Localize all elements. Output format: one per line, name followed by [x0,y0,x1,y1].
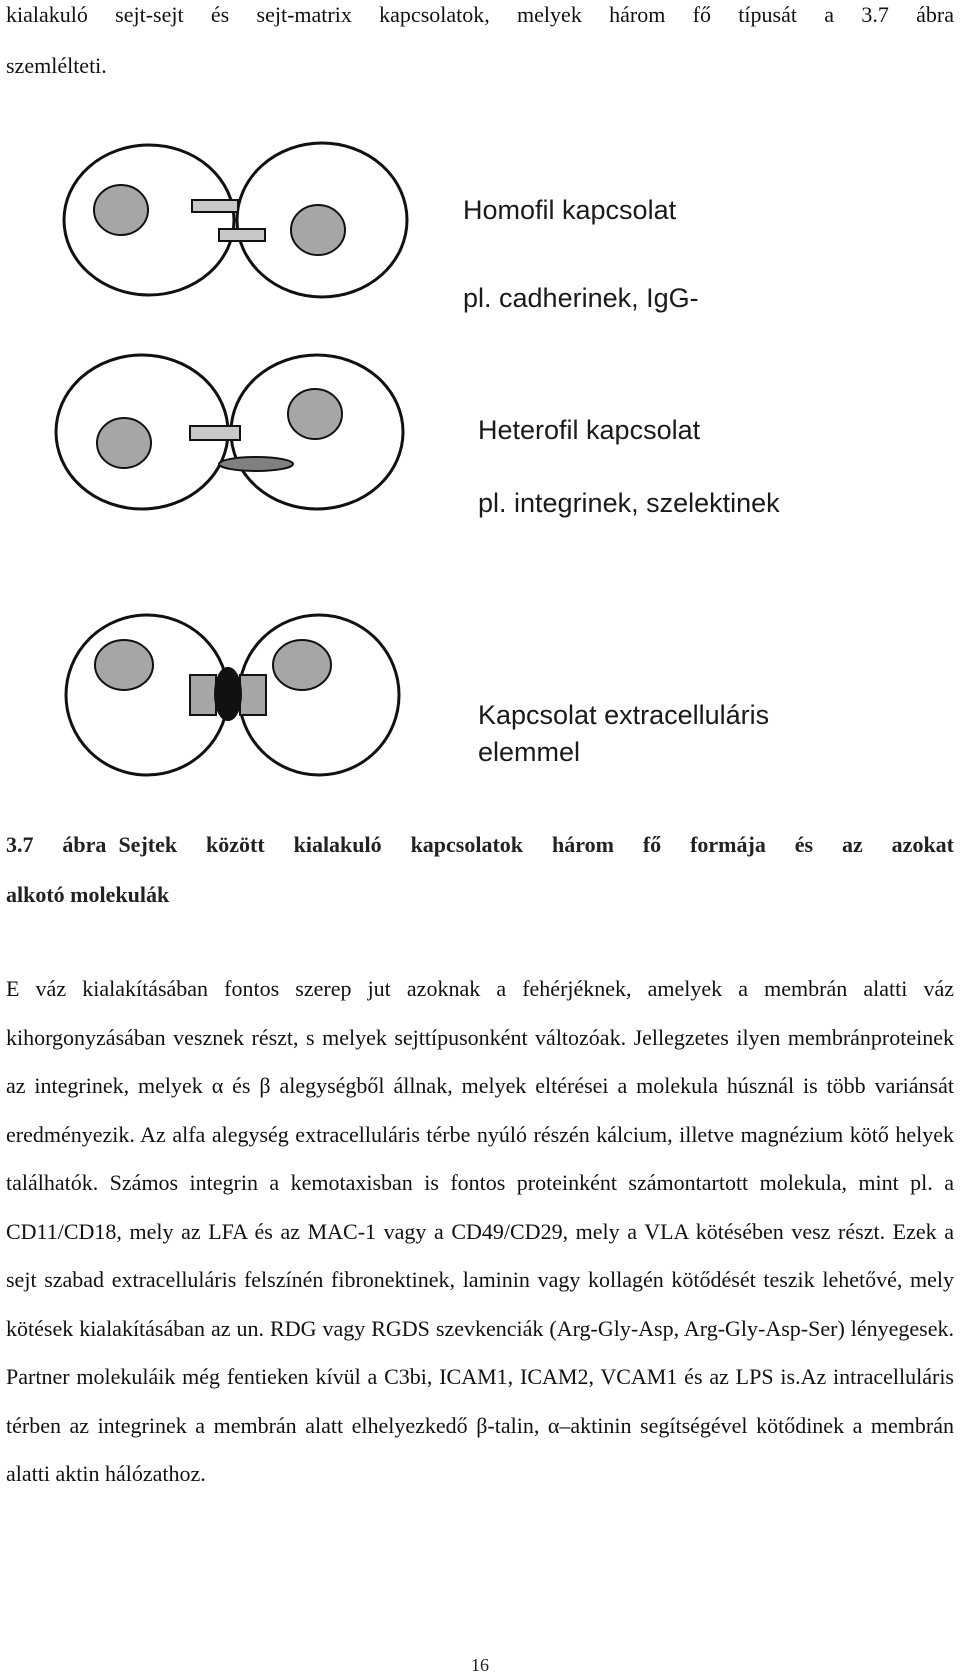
caption-text-1: Sejtek között kialakuló kapcsolatok három fő formája és az azokat [118,832,955,857]
heterofil-title: Heterofil kapcsolat [478,415,701,445]
cell-junction-figure [0,0,960,800]
nucleus-left [97,418,151,468]
figure-caption [6,820,954,920]
nucleus-right [288,389,342,439]
extracellular-element [215,668,241,720]
adhesion-molecule-right [219,229,265,241]
heterofil-detail: pl. integrinek, szelektinek [478,488,780,518]
nucleus-right [273,640,331,690]
receptor-rect [190,426,240,440]
nucleus-right [291,205,345,255]
caption-text-2: alkotó molekulák [6,882,170,907]
extracellular-detail: elemmel [478,737,581,767]
panel-extracellular-diagram [66,615,399,775]
body-text [6,965,954,1499]
adhesion-molecule-left [192,200,238,212]
intro-line-2: szemlélteti. [6,53,107,78]
panel-heterofil-diagram [56,355,403,509]
figure-number: 3.7 ábra [6,832,107,857]
nucleus-left [95,640,153,690]
panel-homofil-diagram [64,143,407,297]
page-number: 16 [471,1655,489,1675]
integrin-left [190,675,216,715]
nucleus-left [94,185,148,235]
extracellular-title: Kapcsolat extracelluláris [478,700,770,730]
ligand-oval [219,457,293,471]
intro-line-1: kialakuló sejt-sejt és sejt-matrix kapcsolatok, melyek három fő típusát a 3.7 ábra [6,2,954,27]
homofil-title: Homofil kapcsolat [463,195,677,225]
body-paragraph: E váz kialakításában fontos szerep jut azoknak a fehérjéknek, amelyek a membrán alatti váz kihorgonyzásában vesznek részt, s melyek sejttípusonként változóak. Jellegzetes ilyen membránproteinek az integrinek, melyek α és β alegységből állnak, melyek eltérései a molekula húsznál is több variánsát eredményezik. Az alfa alegység extracelluláris térbe nyúló részén kálcium, illetve magnézium kötő helyek találhatók. Számos integrin a kemotaxisban is fontos proteinként számontartott molekula, mint pl. a CD11/CD18, mely az LFA és az MAC-1 vagy a CD49/CD29, mely a VLA kötésében vesz részt. Ezek a sejt szabad extracelluláris felszínén fibronektinek, laminin vagy kollagén kötődését teszik lehetővé, mely kötések kialakításában az un. RDG vagy RGDS szevkenciák (Arg-Gly-Asp, Arg-Gly-Asp-Ser) lényegesek. Partner molekuláik még fentieken kívül a C3bi, ICAM1, ICAM2, VCAM1 és az LPS is.Az intracelluláris térben az integrinek a membrán alatt elhelyezkedő β-talin, α–aktinin segítségével kötődinek a membrán alatti aktin hálózathoz. [6,976,954,1486]
integrin-right [240,675,266,715]
homofil-detail: pl. cadherinek, IgG- [463,283,699,313]
cell-left [64,145,234,295]
